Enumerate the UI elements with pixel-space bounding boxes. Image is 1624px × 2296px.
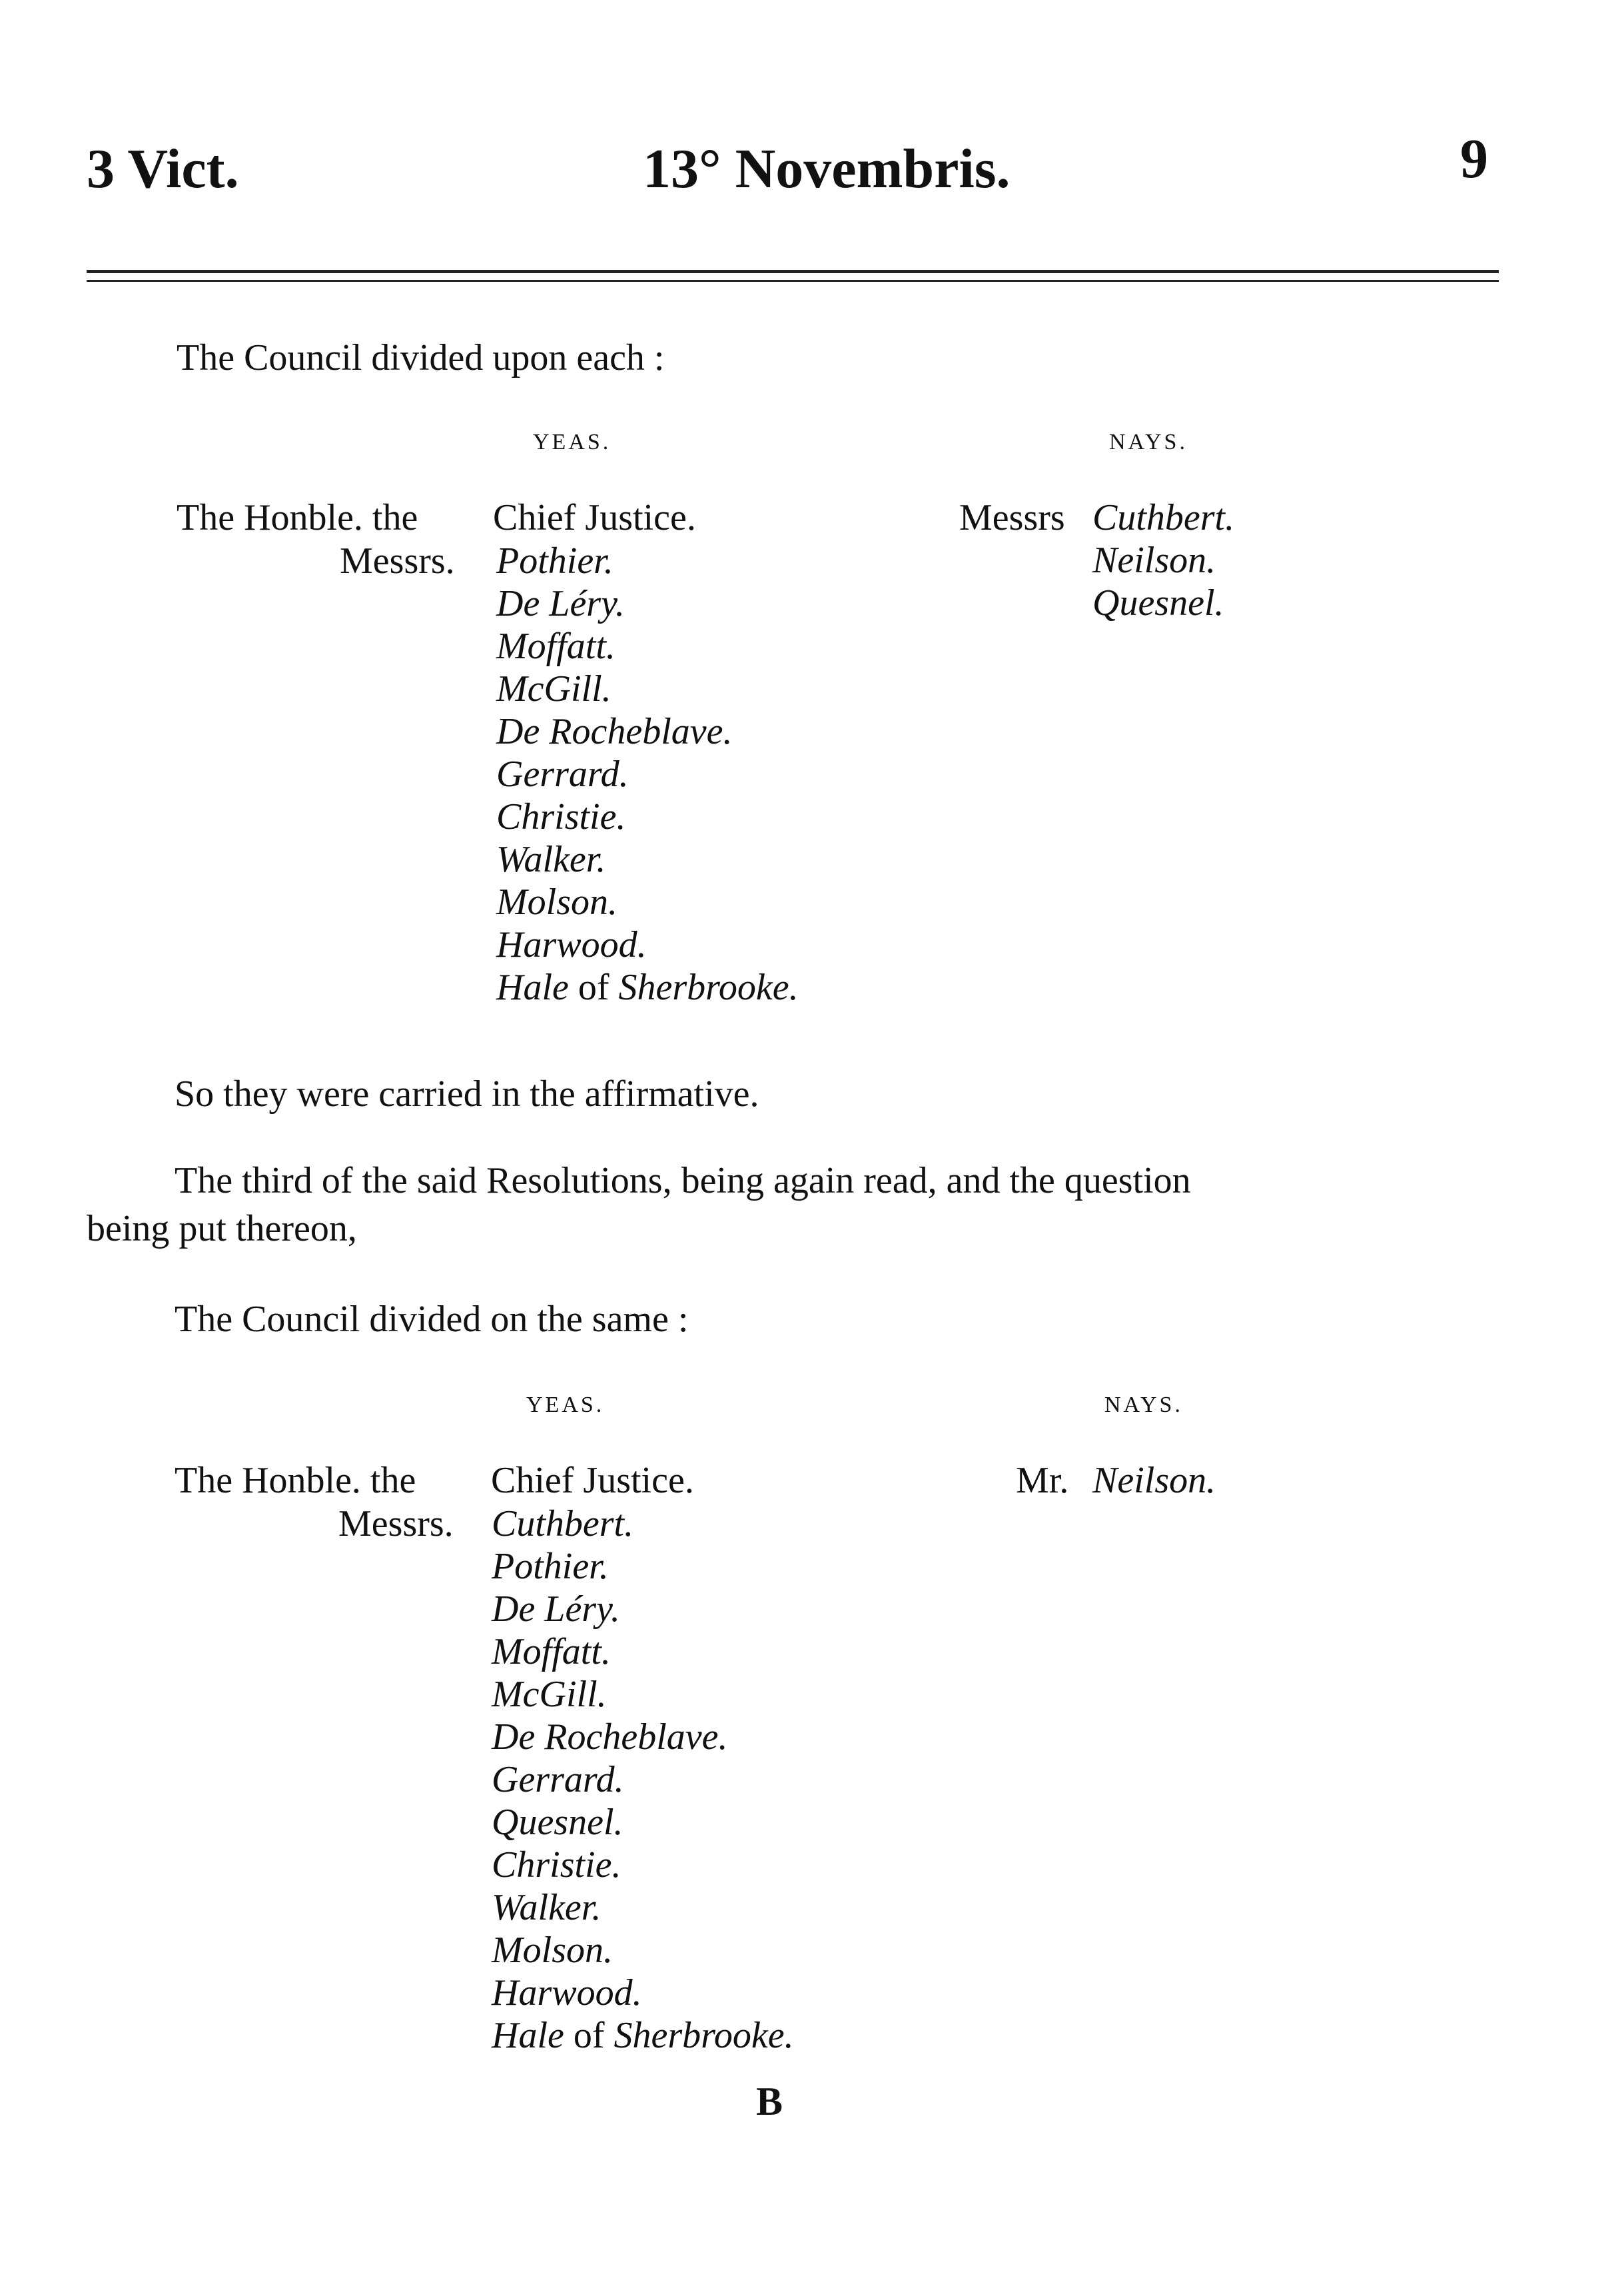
- division1-yea-last-place: Sherbrooke.: [618, 967, 799, 1008]
- division1-yea-last-of: of: [578, 967, 609, 1008]
- division2-yea: Molson.: [492, 1930, 613, 1971]
- division1-intro: The Council divided upon each :: [177, 337, 665, 378]
- division2-messrs-prefix: Messrs.: [338, 1503, 454, 1544]
- division1-yea: McGill.: [496, 668, 611, 710]
- division2-yeas-list: [492, 1502, 794, 2057]
- division1-yea: Gerrard.: [496, 754, 629, 795]
- division2-nay: Neilson.: [1092, 1460, 1216, 1501]
- division1-yea-last-name: Hale: [496, 967, 569, 1008]
- division2-yea: Walker.: [492, 1887, 602, 1928]
- division2-yea: Moffatt.: [492, 1631, 611, 1672]
- division2-intro: The Council divided on the same :: [175, 1299, 689, 1340]
- division2-yea-last-place: Sherbrooke.: [613, 2015, 794, 2056]
- division2-yeas-heading: YEAS.: [526, 1393, 605, 1417]
- header-rule-top: [87, 270, 1499, 273]
- division1-yea-last: [496, 966, 799, 1009]
- header-rule-bottom: [87, 280, 1499, 282]
- division2-yea: Cuthbert.: [492, 1503, 634, 1544]
- division2-yea-last: [492, 2014, 794, 2057]
- division1-yea-chief-justice: Chief Justice.: [493, 497, 696, 538]
- header-date: 13° Novembris.: [643, 138, 1011, 200]
- division2-yea: Pothier.: [492, 1546, 609, 1587]
- division2-yea-last-of: of: [573, 2015, 605, 2056]
- division2-yea-last-name: Hale: [492, 2015, 564, 2056]
- division2-yea: Christie.: [492, 1844, 621, 1886]
- division2-yea: McGill.: [492, 1674, 607, 1715]
- division1-yea: De Rocheblave.: [496, 711, 733, 752]
- division1-yeas-heading: YEAS.: [533, 430, 611, 454]
- third-resolution-line2: being put thereon,: [87, 1208, 357, 1249]
- division1-nays-prefix: Messrs: [959, 497, 1065, 538]
- division2-yea: Quesnel.: [492, 1802, 623, 1843]
- division2-yea: Gerrard.: [492, 1759, 624, 1800]
- division2-yea: De Léry.: [492, 1588, 620, 1630]
- division2-nays-heading: NAYS.: [1104, 1393, 1183, 1417]
- division1-yea: Moffatt.: [496, 626, 615, 667]
- division1-yea: Pothier.: [496, 540, 613, 582]
- division1-yea: De Léry.: [496, 583, 625, 624]
- division2-yea: De Rocheblave.: [492, 1716, 728, 1758]
- division1-honble-prefix: The Honble. the: [177, 497, 418, 538]
- division1-messrs-prefix: Messrs.: [340, 540, 455, 582]
- division2-nays-list: [1092, 1459, 1216, 1502]
- signature-mark: B: [756, 2079, 783, 2123]
- page-number: 9: [1460, 128, 1488, 190]
- division1-yea: Harwood.: [496, 924, 647, 965]
- division1-result: So they were carried in the affirmative.: [175, 1073, 759, 1115]
- third-resolution-line1: The third of the said Resolutions, being again read, and the question: [175, 1160, 1191, 1201]
- division2-yea: Harwood.: [492, 1972, 642, 2013]
- header-regnal-year: 3 Vict.: [87, 138, 239, 200]
- division1-nay: Neilson.: [1092, 540, 1216, 581]
- division1-yea: Christie.: [496, 796, 626, 838]
- division1-nay: Cuthbert.: [1092, 497, 1235, 538]
- division1-yea: Molson.: [496, 881, 617, 923]
- division1-nays-heading: NAYS.: [1109, 430, 1188, 454]
- division2-honble-prefix: The Honble. the: [175, 1460, 416, 1501]
- division1-yeas-list: [496, 540, 799, 1009]
- division2-nays-prefix: Mr.: [1016, 1460, 1069, 1501]
- division1-nay: Quesnel.: [1092, 582, 1224, 624]
- division1-nays-list: [1092, 496, 1234, 624]
- division1-yea: Walker.: [496, 839, 606, 880]
- division2-yea-chief-justice: Chief Justice.: [491, 1460, 694, 1501]
